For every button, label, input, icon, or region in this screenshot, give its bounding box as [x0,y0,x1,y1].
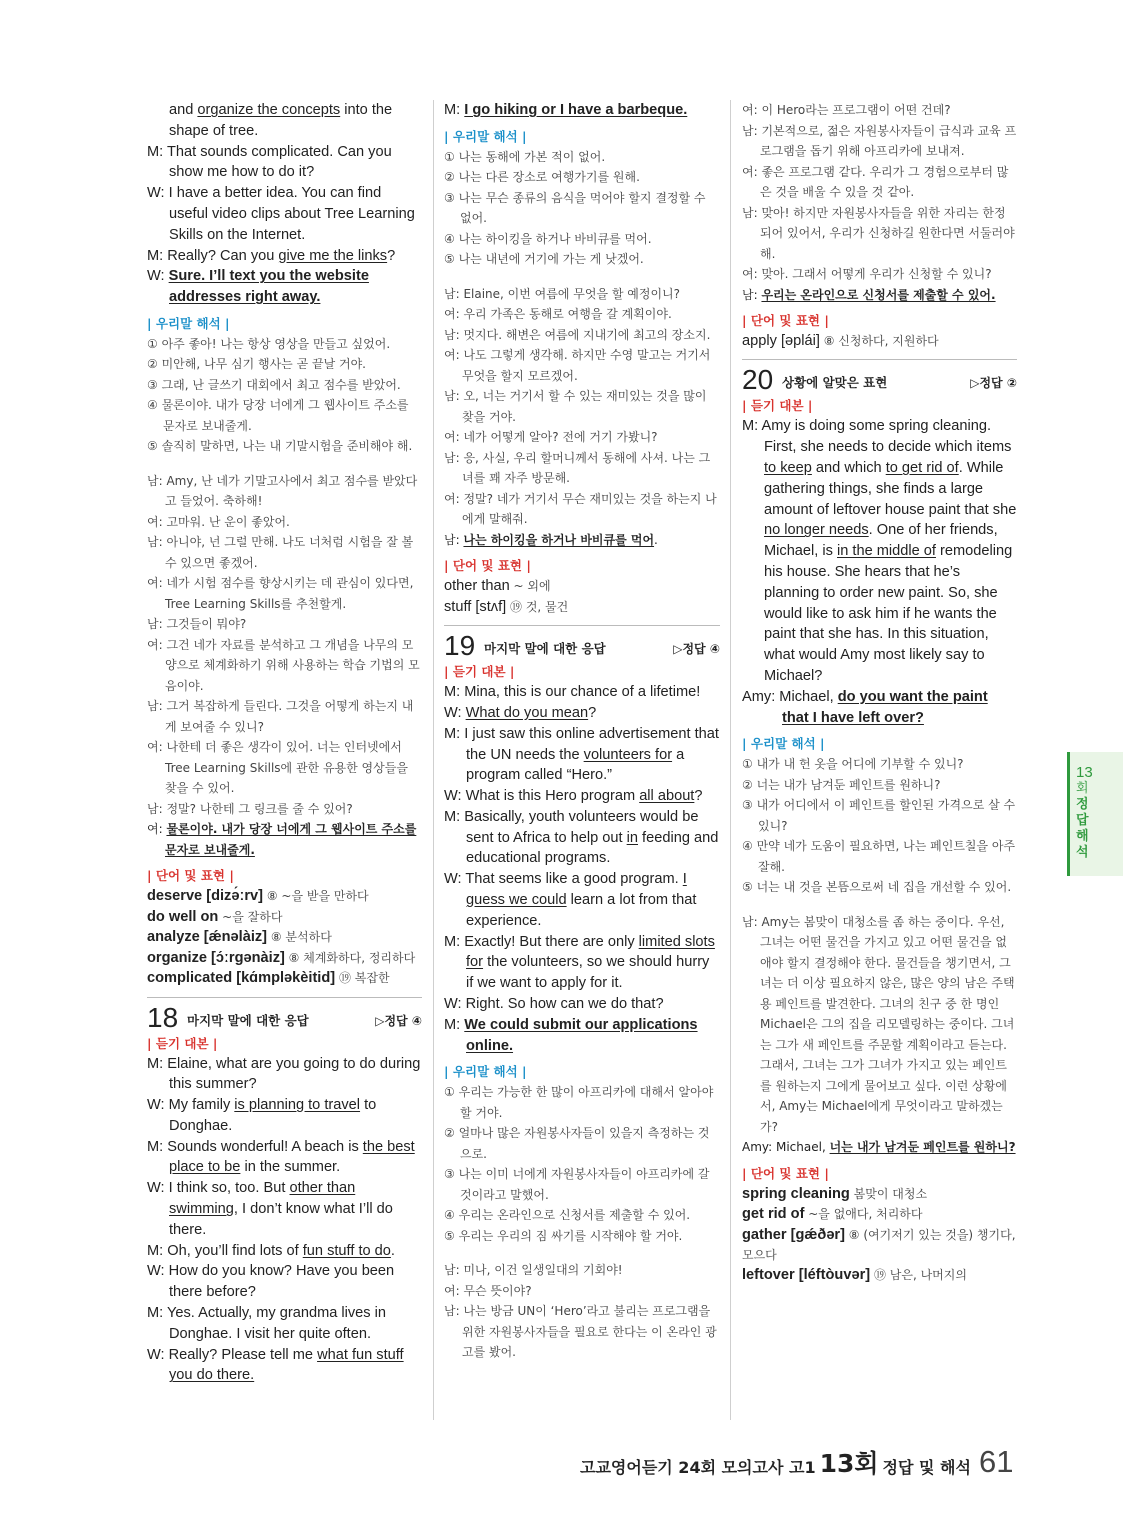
section-heading: | 우리말 해석 | [742,736,825,752]
answer-badge: ▷정답 ② [970,376,1017,391]
question-title: 상황에 알맞은 표현 [782,375,888,391]
translation-line: 여: 정말? 네가 거기서 무슨 재미있는 것을 하는지 나에게 말해줘. [444,491,717,527]
translation-line: 남: Amy, 난 네가 기말고사에서 최고 점수를 받았다고 들었어. 축하해! [147,473,418,509]
script-line: M: Oh, you’ll find lots of fun stuff to do. [147,1242,395,1259]
vocab-heading: | 단어 및 표현 | [742,1165,829,1181]
question-header-18 [147,997,422,1034]
vocab-item: other than ~ 외에 [444,578,551,595]
script-line: M: Basically, youth volunteers would be sent to Africa to help out in feeding and educational programs. [444,808,719,867]
tab-number: 13 [1076,764,1093,781]
translation-line: 남: Amy는 봄맞이 대청소를 좀 하는 중이다. 우선, 그녀는 어떤 물건을 가지고 있고 어떤 물건을 없애야 할지 결정해야 한다. 물건들을 챙기면서, 그녀는 더 이상 필요하지 않은, 많은 양의 남은 주택용 페인트를 발견한다. 그녀의 친구 중 한 명인 Michael은 그의 집을 리모델링하는 중이다. 그녀는 그가 새 페인트를 주문할 계획이라고 듣는다. 그래서, 그녀는 그가 그녀가 가지고 있는 페인트를 원하는지 그에게 물어보고 싶다. 이런 상황에서, Amy는 Michael에게 무엇이라고 말하겠는가? [742,914,1015,1134]
script-line: W: My family is planning to travel to Donghae. [147,1097,377,1134]
column-1 [147,100,422,1386]
option-translation: ④ 우리는 온라인으로 신청서를 제출할 수 있어. [444,1208,691,1223]
script-answer-line: Amy: Michael, do you want the paint that I have left over? [742,688,988,726]
translation-line: 남: 맞아! 하지만 자원봉사자들을 위한 자리는 한정되어 있어서, 우리가 신청하길 원한다면 서둘러야 해. [742,205,1015,261]
script-line: M: Mina, this is our chance of a lifetime! [444,684,701,701]
translation-line: 여: 이 Hero라는 프로그램이 어떤 건데? [742,103,951,117]
vocab-item: apply [əplái] ⑧ 신청하다, 지원하다 [742,333,939,349]
answer-badge: ▷정답 ④ [673,642,720,657]
script-line: and organize the concepts into the shape of tree. [169,102,393,139]
script-line: W: Right. So how can we do that? [444,996,664,1013]
translation-answer-line: 남: 나는 하이킹을 하거나 바비큐를 먹어. [444,532,658,547]
column-divider-1 [433,100,434,1420]
option-translation: ① 나는 동해에 가본 적이 없어. [444,149,606,164]
script-line: M: Yes. Actually, my grandma lives in Donghae. I visit her quite often. [147,1305,387,1342]
vocab-item: analyze [ǽnəlàiz] ⑧ 분석하다 [147,929,332,946]
vocab-item: leftover [léftòuvər] ⑲ 남은, 나머지의 [742,1267,967,1284]
translation-line: 여: 그건 네가 자료를 분석하고 그 개념을 나무의 모양으로 체계화하기 위해 사용하는 학습 기법의 모음이야. [147,637,420,693]
option-translation: ① 우리는 가능한 한 많이 아프리카에 대해서 알아야 할 거야. [444,1085,714,1120]
chapter-side-tab[interactable] [1067,752,1123,876]
question-header-20 [742,359,1017,396]
answer-badge: ▷정답 ④ [375,1013,422,1028]
script-line: W: What do you mean? [444,704,597,721]
option-translation: ② 얼마나 많은 자원봉사자들이 있을지 측정하는 것으로. [444,1126,710,1161]
vocab-heading: | 단어 및 표현 | [742,313,829,328]
translation-line: 남: 기본적으로, 젊은 자원봉사자들이 급식과 교육 프로그램을 돕기 위해 아프리카에 보내져. [742,123,1017,158]
column-divider-2 [730,100,731,1420]
tab-unit: 회 [1076,781,1089,796]
translation-line: 남: 멋지다. 해변은 여름에 지내기에 최고의 장소지. [444,327,711,342]
translation-line: 남: 정말? 나한테 그 링크를 줄 수 있어? [147,801,353,816]
vocab-heading: | 단어 및 표현 | [147,868,234,884]
script-answer-line: M: I go hiking or I have a barbeque. [444,102,688,118]
translation-answer-line: 남: 우리는 온라인으로 신청서를 제출할 수 있어. [742,287,996,302]
option-translation: ④ 물론이야. 내가 당장 너에게 그 웹사이트 주소를 문자로 보내줄게. [147,398,409,433]
script-line: M: Elaine, what are you going to do during this summer? [147,1055,421,1093]
translation-line: 남: 그거 복잡하게 들린다. 그것을 어떻게 하는지 내게 보여줄 수 있니? [147,699,414,734]
vocab-item: spring cleaning 봄맞이 대청소 [742,1185,928,1202]
column-3 [742,100,1017,1286]
script-answer-line: W: Sure. I’ll text you the website addresses right away. [147,268,369,306]
round-label: 13회 [819,1449,879,1478]
script-line: M: Amy is doing some spring cleaning. First, she needs to decide which items to keep and which to get rid of. While gathering things, she finds a large amount of leftover house paint that she no longer needs. One of her friends, Michael, is in the middle of remodeling his house. She hears that he’s planning to order new paint. So, she would like to ask him if he wants the paint that she has. In this situation, what would Amy most likely say to Michael? [742,418,1017,684]
option-translation: ② 미안해, 나무 심기 행사는 곧 끝날 거야. [147,357,366,372]
script-line: M: Exactly! But there are only limited slots for the volunteers, so we should hurry if we want to apply for it. [444,933,715,992]
translation-line: 여: 무슨 뜻이야? [444,1283,532,1298]
footer-suffix: 정답 및 해석 [882,1458,971,1477]
page-number: 61 [978,1444,1014,1479]
script-line: W: I think so, too. But other than swimming, I don’t know what I’ll do there. [147,1180,393,1238]
translation-line: 남: 오, 너는 거기서 할 수 있는 재미있는 것을 많이 찾을 거야. [444,389,707,424]
vocab-item: gather [gǽðər] ⑧ (여기저기 있는 것을) 챙기다, 모으다 [742,1226,1016,1263]
option-translation: ③ 나는 무슨 종류의 음식을 먹어야 할지 결정할 수 없어. [444,190,706,226]
question-title: 마지막 말에 대한 응답 [484,641,606,657]
translation-line: 여: 네가 어떻게 알아? 전에 거기 가봤니? [444,430,658,445]
script-line: M: I just saw this online advertisement that the UN needs the volunteers for a program called “Hero.” [444,725,719,784]
question-header-19 [444,625,720,662]
vocab-item: stuff [stʌf] ⑲ 것, 물건 [444,598,569,615]
script-answer-line: M: We could submit our applications online. [444,1016,698,1054]
column-2 [444,100,720,1363]
option-translation: ⑤ 솔직히 말하면, 나는 내 기말시험을 준비해야 해. [147,439,413,454]
script-line: W: What is this Hero program all about? [444,788,703,805]
script-line: W: That seems like a good program. I guess we could learn a lot from that experience. [444,871,697,929]
option-translation: ③ 그래, 난 글쓰기 대회에서 최고 점수를 받았어. [147,377,401,392]
translation-line: 여: 네가 시험 점수를 향상시키는 데 관심이 있다면, Tree Learning Skills를 추천할게. [147,576,414,611]
translation-answer-line: Amy: Michael, 너는 내가 남겨둔 페인트를 원하니? [742,1140,1016,1155]
translation-answer-line: 여: 물론이야. 내가 당장 너에게 그 웹사이트 주소를 문자로 보내줄게. [147,822,417,857]
option-translation: ② 너는 내가 남겨둔 페인트를 원하니? [742,777,941,792]
question-title: 마지막 말에 대한 응답 [187,1012,309,1028]
option-translation: ⑤ 너는 내 것을 본뜸으로써 네 집을 개선할 수 있어. [742,880,1012,895]
section-heading: | 듣기 대본 | [742,398,813,414]
translation-line: 여: 맞아. 그래서 어떻게 우리가 신청할 수 있니? [742,267,992,281]
translation-line: 남: 아니야, 넌 그럴 만해. 나도 너처럼 시험을 잘 볼 수 있으면 좋겠어. [147,535,414,570]
option-translation: ② 나는 다른 장소로 여행가기를 원해. [444,170,640,185]
tab-label: 정답해석 [1076,797,1089,860]
option-translation: ① 내가 내 헌 옷을 어디에 기부할 수 있니? [742,757,964,772]
section-heading: | 우리말 해석 | [147,315,230,331]
option-translation: ③ 내가 어디에서 이 페인트를 할인된 가격으로 살 수 있니? [742,798,1016,833]
vocab-item: deserve [dizə́ːrv] ⑧ ~을 받을 만하다 [147,888,369,905]
question-number: 19 [444,630,476,662]
vocab-item: organize [ɔ́ːrgənàiz] ⑧ 체계화하다, 정리하다 [147,949,416,966]
section-heading: | 우리말 해석 | [444,1064,527,1080]
script-line: M: Really? Can you give me the links? [147,247,396,264]
section-heading: | 듣기 대본 | [444,664,515,680]
section-heading: | 우리말 해석 | [444,128,527,144]
option-translation: ③ 나는 이미 너에게 자원봉사자들이 아프리카에 갈 것이라고 말했어. [444,1167,710,1202]
script-line: W: How do you know? Have you been there before? [147,1263,395,1301]
script-line: M: Sounds wonderful! A beach is the best place to be in the summer. [147,1138,415,1176]
translation-line: 남: Elaine, 이번 여름에 무엇을 할 예정이니? [444,286,680,301]
script-line: W: I have a better idea. You can find useful video clips about Tree Learning Skills on the Internet. [147,185,415,243]
translation-line: 여: 고마워. 난 운이 좋았어. [147,514,290,529]
vocab-item: do well on ~을 잘하다 [147,908,283,925]
book-title: 고교영어듣기 24회 모의고사 고1 [580,1458,816,1477]
option-translation: ⑤ 나는 내년에 거기에 가는 게 낫겠어. [444,252,644,267]
translation-line: 남: 미나, 이건 일생일대의 기회야! [444,1263,623,1278]
translation-line: 여: 나도 그렇게 생각해. 하지만 수영 말고는 거기서 무엇을 할지 모르겠어. [444,348,711,383]
script-line: W: Really? Please tell me what fun stuff you do there. [147,1346,404,1384]
option-translation: ① 아주 좋아! 나는 항상 영상을 만들고 싶었어. [147,336,391,351]
vocab-item: complicated [kɑ́mpləkèitid] ⑲ 복잡한 [147,970,390,987]
question-number: 18 [147,1001,179,1033]
option-translation: ④ 만약 네가 도움이 필요하면, 나는 페인트칠을 아주 잘해. [742,839,1016,874]
vocab-item: get rid of ~을 없애다, 처리하다 [742,1206,923,1223]
script-line: M: That sounds complicated. Can you show me how to do it? [147,143,392,181]
translation-line: 남: 응, 사실, 우리 할머니께서 동해에 사셔. 나는 그녀를 꽤 자주 방문해. [444,450,711,486]
page-footer [580,1446,1020,1478]
option-translation: ④ 나는 하이킹을 하거나 바비큐를 먹어. [444,231,652,246]
vocab-heading: | 단어 및 표현 | [444,558,531,574]
translation-line: 여: 나한테 더 좋은 생각이 있어. 너는 인터넷에서 Tree Learning Skills에 관한 유용한 영상들을 찾을 수 있어. [147,740,408,796]
translation-line: 여: 우리 가족은 동해로 여행을 갈 계획이야. [444,307,672,322]
translation-line: 여: 좋은 프로그램 같다. 우리가 그 경험으로부터 많은 것을 배울 수 있을 것 같아. [742,164,1009,199]
translation-line: 남: 그것들이 뭐야? [147,617,247,632]
translation-line: 남: 나는 방금 UN이 ‘Hero’라고 불리는 프로그램을 위한 자원봉사자들을 필요로 한다는 이 온라인 광고를 봤어. [444,1304,717,1360]
question-number: 20 [742,364,774,396]
section-heading: | 듣기 대본 | [147,1035,218,1051]
option-translation: ⑤ 우리는 우리의 짐 싸기를 시작해야 할 거야. [444,1228,683,1243]
